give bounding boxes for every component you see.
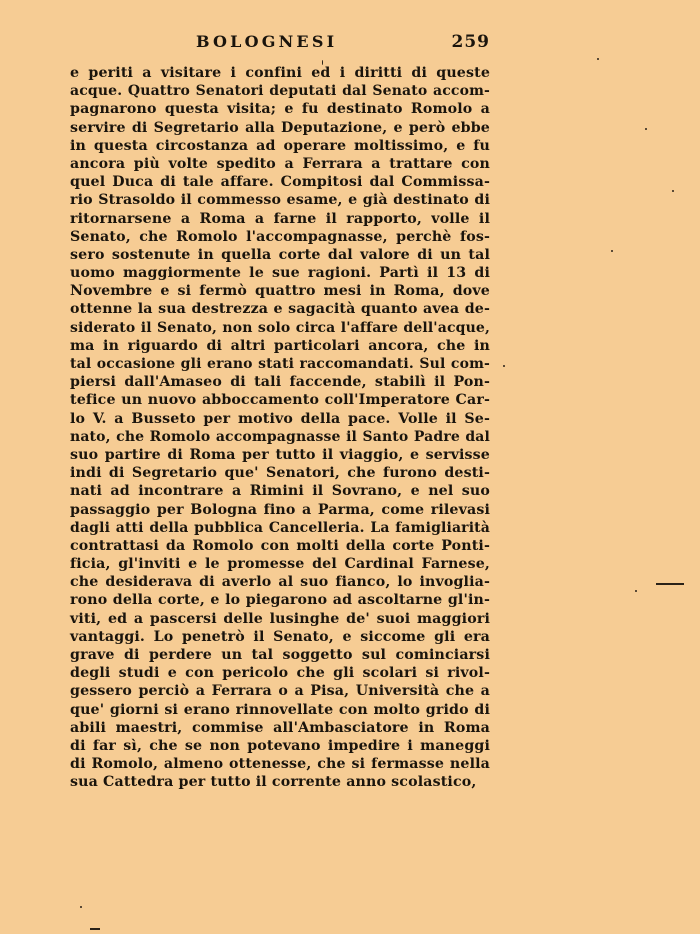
text-line: vantaggi. Lo penetrò il Senato, e siccome gli era [70,628,490,645]
ink-speck [635,590,637,592]
text-line: rono della corte, e lo piegarono ad ascoltarne gl'in- [70,592,490,609]
text-line: sero sostenute in quella corte dal valore di un tal [70,246,490,263]
text-line: contrattasi da Romolo con molti della corte Ponti- [70,537,490,554]
ink-mark [656,583,684,585]
page-number: 259 [451,32,490,52]
text-line: quel Duca di tale affare. Compitosi dal Commissa- [70,174,490,191]
text-line: in questa circostanza ad operare moltissimo, e fu [70,137,490,154]
text-line: abili maestri, commise all'Ambasciatore in Roma [70,719,490,736]
text-line: tefice un nuovo abboccamento coll'Imperatore Car- [70,392,490,409]
ink-speck [503,365,505,367]
text-line: siderato il Senato, non solo circa l'affare dell'acque, [70,319,490,336]
text-line: rio Strasoldo il commesso esame, e già destinato di [70,192,490,209]
text-line: lo V. a Busseto per motivo della pace. Volle il Se- [70,410,490,427]
text-line: che desiderava di averlo al suo fianco, lo invoglia- [70,574,490,591]
ink-mark [90,928,100,930]
text-line: que' giorni si erano rinnovellate con molto grido di [70,701,490,718]
text-line: Novembre e si fermò quattro mesi in Roma, dove [70,283,490,300]
text-line: Senato, che Romolo l'accompagnasse, perchè fos- [70,228,490,245]
text-line: acque. Quattro Senatori deputati dal Senato accom- [70,83,490,100]
text-line: ma in riguardo di altri particolari ancora, che in [70,337,490,354]
text-line: e periti a visitare i confini ed i diritti di queste [70,65,490,81]
text-line: nato, che Romolo accompagnasse il Santo Padre dal [70,428,490,445]
body-text [70,64,490,792]
text-line: nati ad incontrare a Rimini il Sovrano, e nel suo [70,483,490,500]
text-line: gessero perciò a Ferrara o a Pisa, Università che a [70,683,490,700]
text-line: ottenne la sua destrezza e sagacità quanto avea de- [70,301,490,318]
ink-speck [672,190,674,192]
running-title: BOLOGNESI [196,32,338,51]
text-line: passaggio per Bologna fino a Parma, come rilevasi [70,501,490,518]
text-line: di Romolo, almeno ottenesse, che si fermasse nella [70,756,490,773]
text-line: ancora più volte spedito a Ferrara a trattare con [70,155,490,172]
text-line: grave di perdere un tal soggetto sul cominciarsi [70,647,490,663]
text-line: degli studi e con pericolo che gli scolari si rivol- [70,665,490,682]
ink-speck [322,60,323,65]
page-header [70,32,490,56]
ink-speck [611,250,613,252]
text-line: suo partire di Roma per tutto il viaggio, e servisse [70,446,490,463]
text-line: servire di Segretario alla Deputazione, e però ebbe [70,119,490,136]
ink-speck [597,58,599,60]
text-line: pagnarono questa visita; e fu destinato Romolo a [70,101,490,118]
ink-speck [645,128,647,130]
ink-speck [80,906,82,908]
text-line: sua Cattedra per tutto il corrente anno scolastico, [70,774,477,791]
text-line: di far sì, che se non potevano impedire i maneggi [70,737,490,754]
text-line: dagli atti della pubblica Cancelleria. La famigliarità [70,519,490,536]
text-line: ritornarsene a Roma a farne il rapporto, volle il [70,210,490,227]
text-line: tal occasione gli erano stati raccomandati. Sul com- [70,356,490,372]
text-line: viti, ed a pascersi delle lusinghe de' suoi maggiori [70,610,490,627]
text-line: ficia, gl'inviti e le promesse del Cardinal Farnese, [70,556,490,573]
text-line: indi di Segretario que' Senatori, che furono desti- [70,465,490,482]
text-line: uomo maggiormente le sue ragioni. Partì il 13 di [70,265,490,282]
text-line: piersi dall'Amaseo di tali faccende, stabilì il Pon- [70,374,490,391]
